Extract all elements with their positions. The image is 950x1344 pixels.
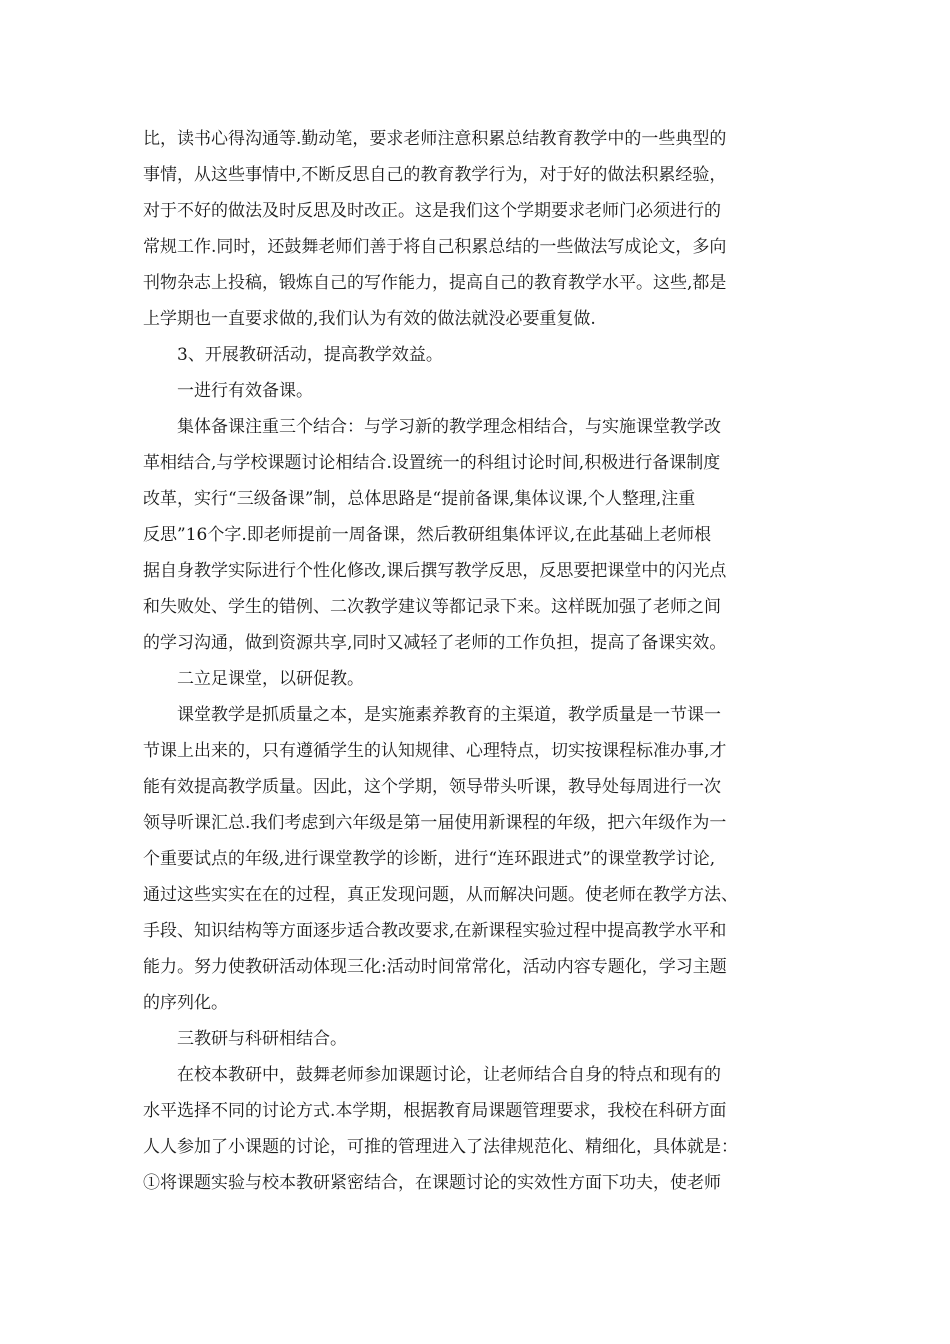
text-line: 刊物杂志上投稿，锻炼自己的写作能力，提高自己的教育教学水平。这些,都是 (143, 273, 727, 293)
document-body (143, 121, 823, 1201)
text-line: 对于不好的做法及时反思及时改正。这是我们这个学期要求老师门必须进行的 (143, 201, 721, 221)
text-line: 改革，实行“三级备课”制，总体思路是“提前备课,集体议课,个人整理,注重 (143, 489, 696, 509)
text-line: 个重要试点的年级,进行课堂教学的诊断，进行“连环跟进式”的课堂教学讨论, (143, 849, 716, 869)
section-heading: 3、开展教研活动，提高教学效益。 (177, 345, 443, 365)
text-line: ①将课题实验与校本教研紧密结合，在课题讨论的实效性方面下功夫，使老师 (143, 1173, 721, 1193)
text-line: 水平选择不同的讨论方式.本学期，根据教育局课题管理要求，我校在科研方面 (143, 1101, 727, 1121)
text-line: 节课上出来的，只有遵循学生的认知规律、心理特点，切实按课程标准办事,才 (143, 741, 727, 761)
text-line: 常规工作.同时，还鼓舞老师们善于将自己积累总结的一些做法写成论文，多向 (143, 237, 727, 257)
text-line: 上学期也一直要求做的,我们认为有效的做法就没必要重复做. (143, 309, 596, 329)
text-line: 手段、知识结构等方面逐步适合教改要求,在新课程实验过程中提高教学水平和 (143, 921, 727, 941)
text-line: 反思”16个字.即老师提前一周备课，然后教研组集体评议,在此基础上老师根 (143, 525, 712, 545)
paragraph-start: 集体备课注重三个结合：与学习新的教学理念相结合，与实施课堂教学改 (177, 417, 721, 437)
text-line: 领导听课汇总.我们考虑到六年级是第一届使用新课程的年级，把六年级作为一 (143, 813, 727, 833)
text-line: 革相结合,与学校课题讨论相结合.设置统一的科组讨论时间,积极进行备课制度 (143, 453, 721, 473)
subsection-heading: 一进行有效备课。 (177, 381, 313, 401)
text-line: 和失败处、学生的错例、二次教学建议等都记录下来。这样既加强了老师之间 (143, 597, 721, 617)
subsection-heading: 二立足课堂，以研促教。 (177, 669, 364, 689)
text-line: 的序列化。 (143, 993, 228, 1013)
text-line: 的学习沟通，做到资源共享,同时又减轻了老师的工作负担，提高了备课实效。 (143, 633, 727, 653)
text-line: 比，读书心得沟通等.勤动笔，要求老师注意积累总结教育教学中的一些典型的 (143, 129, 727, 149)
text-line: 人人参加了小课题的讨论，可推的管理进入了法律规范化、精细化，具体就是： (143, 1137, 738, 1157)
subsection-heading: 三教研与科研相结合。 (177, 1029, 347, 1049)
text-line: 通过这些实实在在的过程，真正发现问题，从而解决问题。使老师在教学方法、 (143, 885, 738, 905)
paragraph-start: 课堂教学是抓质量之本，是实施素养教育的主渠道，教学质量是一节课一 (177, 705, 721, 725)
text-line: 能有效提高教学质量。因此，这个学期，领导带头听课，教导处每周进行一次 (143, 777, 721, 797)
text-line: 事情，从这些事情中,不断反思自己的教育教学行为，对于好的做法积累经验， (143, 165, 727, 185)
text-line: 据自身教学实际进行个性化修改,课后撰写教学反思，反思要把课堂中的闪光点 (143, 561, 727, 581)
text-line: 能力。努力使教研活动体现三化:活动时间常常化，活动内容专题化，学习主题 (143, 957, 727, 977)
paragraph-start: 在校本教研中，鼓舞老师参加课题讨论，让老师结合自身的特点和现有的 (177, 1065, 721, 1085)
